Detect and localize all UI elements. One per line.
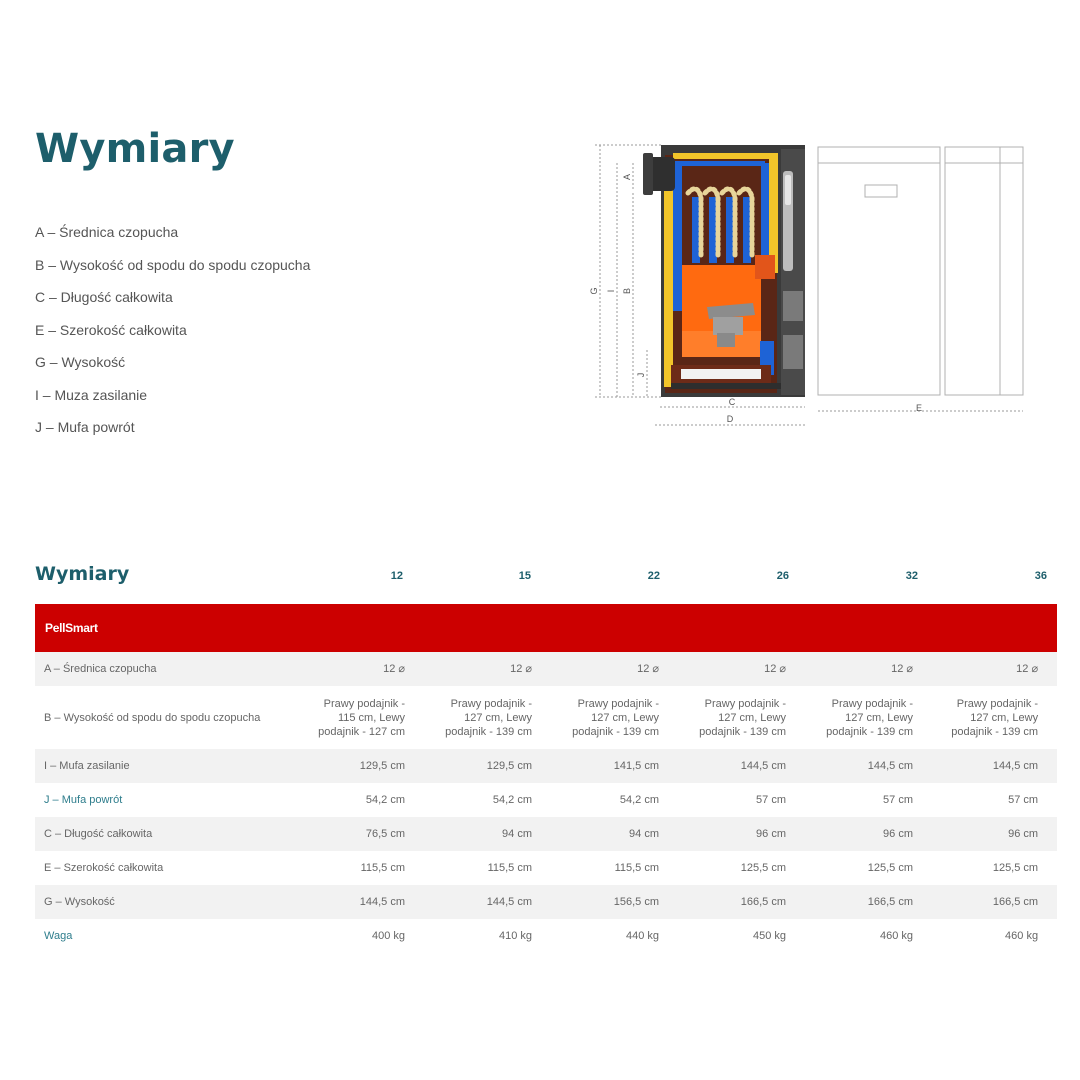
table-row — [35, 851, 1057, 885]
table-cell: 115,5 cm — [614, 862, 659, 874]
table-group-row — [35, 604, 1057, 652]
row-label: G – Wysokość — [35, 885, 297, 919]
column-header-36: 36 — [1034, 570, 1047, 582]
table-cell: 12 ⌀ — [551, 652, 678, 686]
row-label: C – Długość całkowita — [35, 817, 297, 851]
row-label: Waga — [44, 930, 73, 942]
page-title: Wymiary — [35, 126, 235, 172]
table-row — [35, 885, 1057, 919]
table-cell: Prawy podajnik - 127 cm, Lewy podajnik - 139 cm — [951, 697, 1039, 738]
boiler-front-view — [818, 147, 1023, 395]
row-label: B – Wysokość od spodu do spodu czopucha — [44, 711, 261, 724]
dimension-legend — [35, 223, 310, 451]
legend-item-c: C – Długość całkowita — [35, 289, 173, 305]
row-label: I – Mufa zasilanie — [35, 749, 297, 783]
dim-label-j: J — [636, 372, 646, 378]
table-row — [35, 749, 1057, 783]
table-cell: 57 cm — [1008, 794, 1039, 806]
table-cell: 54,2 cm — [619, 794, 659, 806]
table-cell: 450 kg — [752, 930, 786, 942]
table-title: Wymiary — [35, 563, 130, 585]
table-row — [35, 783, 1057, 817]
table-cell: Prawy podajnik - 127 cm, Lewy podajnik - 139 cm — [826, 697, 913, 738]
table-cell: 57 cm — [883, 794, 913, 806]
table-cell: 76,5 cm — [297, 817, 424, 851]
legend-item-e: E – Szerokość całkowita — [35, 321, 187, 338]
table-cell: 129,5 cm — [297, 749, 424, 783]
column-header-15: 15 — [518, 570, 531, 582]
table-cell: 12 ⌀ — [805, 652, 932, 686]
table-cell: 460 kg — [1005, 930, 1039, 942]
table-cell: 54,2 cm — [365, 794, 405, 806]
boiler-cutaway — [643, 145, 805, 397]
dim-label-a: A — [622, 173, 632, 181]
table-row — [35, 919, 1057, 953]
table-cell: 166,5 cm — [678, 885, 805, 919]
table-row — [35, 652, 1057, 686]
table-cell: 144,5 cm — [805, 749, 932, 783]
table-cell: 166,5 cm — [932, 885, 1057, 919]
table-cell: 144,5 cm — [932, 749, 1057, 783]
dim-label-b: B — [622, 287, 632, 295]
table-cell: 166,5 cm — [805, 885, 932, 919]
legend-item-b: B – Wysokość od spodu do spodu czopucha — [35, 256, 311, 273]
table-cell: 115,5 cm — [360, 862, 405, 874]
table-cell: 141,5 cm — [551, 749, 678, 783]
table-row — [35, 686, 1057, 749]
table-cell: 12 ⌀ — [932, 652, 1057, 686]
table-cell: 12 ⌀ — [424, 652, 551, 686]
legend-item-g: G – Wysokość — [35, 354, 126, 370]
table-cell: 460 kg — [879, 930, 913, 942]
legend-item-a: A – Średnica czopucha — [35, 224, 179, 240]
dim-label-c: C — [728, 397, 736, 407]
table-cell: 440 kg — [625, 930, 659, 942]
table-cell: 144,5 cm — [297, 885, 424, 919]
table-cell: 144,5 cm — [424, 885, 551, 919]
insulation-left — [664, 161, 673, 387]
legend-item-i: I – Muza zasilanie — [35, 386, 148, 403]
table-cell: Prawy podajnik - 127 cm, Lewy podajnik - 139 cm — [445, 697, 532, 738]
table-cell: 410 kg — [498, 930, 532, 942]
table-cell: 94 cm — [551, 817, 678, 851]
table-cell: 94 cm — [424, 817, 551, 851]
table-row — [35, 817, 1057, 851]
dim-label-g: G — [589, 287, 599, 295]
table-cell: 54,2 cm — [492, 794, 532, 806]
legend-item-j: J – Mufa powrót — [35, 419, 135, 435]
table-cell: Prawy podajnik - 127 cm, Lewy podajnik - 139 cm — [699, 697, 786, 738]
dim-label-e: E — [915, 403, 923, 413]
table-cell: 144,5 cm — [678, 749, 805, 783]
column-header-22: 22 — [647, 570, 660, 582]
table-cell: 12 ⌀ — [297, 652, 424, 686]
table-cell: 96 cm — [678, 817, 805, 851]
boiler-dimension-diagram — [585, 135, 1030, 435]
dimensions-table — [35, 604, 1057, 953]
table-column-headers — [0, 570, 1080, 586]
column-header-12: 12 — [390, 570, 403, 582]
row-label: E – Szerokość całkowita — [44, 862, 164, 874]
table-cell: 156,5 cm — [551, 885, 678, 919]
table-cell: 57 cm — [756, 794, 786, 806]
group-label: PellSmart — [35, 604, 1057, 652]
table-cell: 12 ⌀ — [678, 652, 805, 686]
table-cell: 129,5 cm — [424, 749, 551, 783]
column-header-32: 32 — [905, 570, 918, 582]
table-cell: Prawy podajnik - 115 cm, Lewy podajnik - 127 cm — [318, 697, 405, 738]
column-header-26: 26 — [776, 570, 789, 582]
table-cell: Prawy podajnik - 127 cm, Lewy podajnik - 139 cm — [572, 697, 659, 738]
dim-label-d: D — [726, 414, 734, 424]
table-cell: 96 cm — [932, 817, 1057, 851]
row-label: J – Mufa powrót — [44, 794, 123, 806]
row-label: A – Średnica czopucha — [35, 652, 297, 686]
table-cell: 125,5 cm — [867, 862, 913, 874]
table-cell: 125,5 cm — [992, 862, 1039, 874]
table-cell: 125,5 cm — [740, 862, 786, 874]
table-cell: 400 kg — [371, 930, 405, 942]
table-cell: 96 cm — [805, 817, 932, 851]
table-cell: 115,5 cm — [487, 862, 532, 874]
dim-label-i: I — [606, 289, 616, 293]
